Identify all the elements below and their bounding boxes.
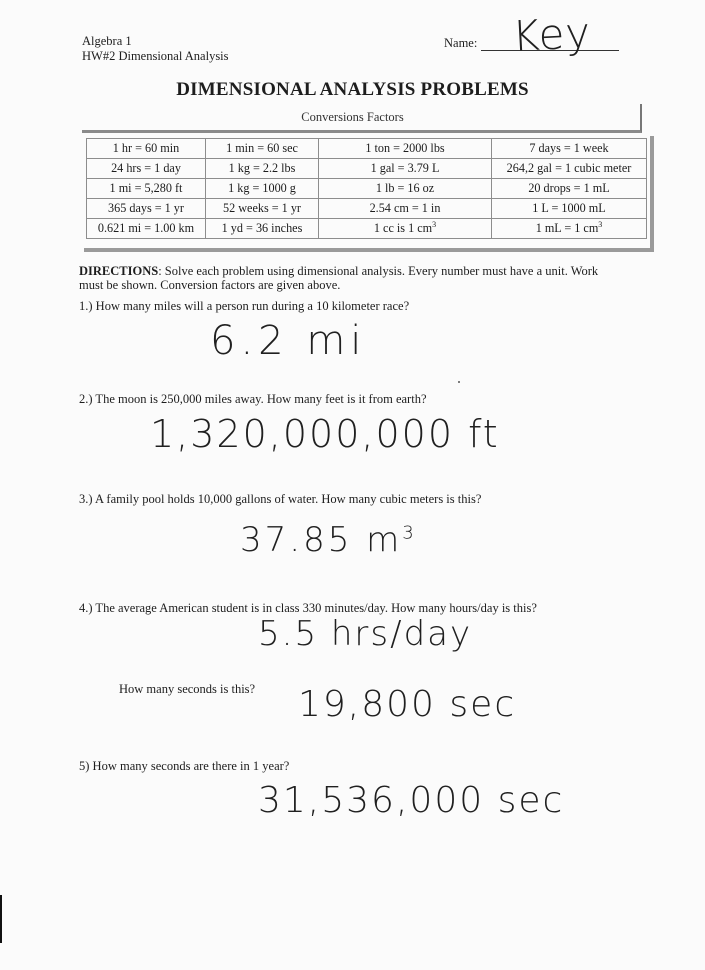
table-cell: 7 days = 1 week (492, 139, 647, 159)
answer-2-handwritten: 1,320,000,000 ft (150, 412, 500, 456)
table-cell: 1 min = 60 sec (206, 139, 319, 159)
table-row (87, 139, 647, 159)
name-value-handwritten: Key (510, 7, 593, 62)
answer-4-handwritten: 5.5 hrs/day (258, 614, 473, 654)
question-1: 1.) How many miles will a person run during a 10 kilometer race? (79, 299, 410, 313)
table-cell: 1 kg = 1000 g (206, 179, 319, 199)
superscript: 3 (598, 220, 603, 230)
table-cell: 1 lb = 16 oz (319, 179, 492, 199)
answer-4b-handwritten: 19,800 sec (298, 684, 517, 725)
table-cell: 1 ton = 2000 lbs (319, 139, 492, 159)
table-row (87, 179, 647, 199)
answer-5-handwritten: 31,536,000 sec (258, 780, 565, 821)
table-row (87, 219, 647, 239)
table-cell: 0.621 mi = 1.00 km (87, 219, 206, 239)
cell-text: 1 mL = 1 cm (535, 221, 599, 236)
name-label: Name: (444, 36, 478, 50)
page-title: DIMENSIONAL ANALYSIS PROBLEMS (176, 79, 529, 100)
question-5: 5) How many seconds are there in 1 year? (79, 759, 290, 773)
table-cell: 20 drops = 1 mL (492, 179, 647, 199)
answer-3-text: 37.85 m (240, 520, 403, 560)
table-cell: 52 weeks = 1 yr (206, 199, 319, 219)
table-cell: 1 L = 1000 mL (492, 199, 647, 219)
table-cell: 24 hrs = 1 day (87, 159, 206, 179)
assignment-name: HW#2 Dimensional Analysis (82, 49, 229, 63)
directions (79, 264, 619, 292)
directions-label: DIRECTIONS (79, 264, 159, 278)
question-3: 3.) A family pool holds 10,000 gallons of water. How many cubic meters is this? (79, 492, 482, 506)
table-cell: 365 days = 1 yr (87, 199, 206, 219)
question-4: 4.) The average American student is in class 330 minutes/day. How many hours/day is this? (79, 601, 537, 615)
answer-3-superscript: 3 (402, 522, 417, 544)
table-row (87, 159, 647, 179)
header-info (82, 34, 229, 64)
table-cell: 1 yd = 36 inches (206, 219, 319, 239)
table-cell (319, 219, 492, 239)
course-name: Algebra 1 (82, 34, 132, 48)
table-cell: 1 kg = 2.2 lbs (206, 159, 319, 179)
table-cell: 1 mi = 5,280 ft (87, 179, 206, 199)
table-cell: 1 hr = 60 min (87, 139, 206, 159)
table-cell: 264,2 gal = 1 cubic meter (492, 159, 647, 179)
table-cell: 2.54 cm = 1 in (319, 199, 492, 219)
margin-mark (0, 895, 2, 943)
table-row (87, 199, 647, 219)
answer-1-handwritten: 6.2 mi (210, 318, 367, 364)
question-4b: How many seconds is this? (119, 682, 256, 696)
table-cell (492, 219, 647, 239)
directions-text: : Solve each problem using dimensional analysis. Every number must have a unit. Work must be shown. Conversion factors are given above. (79, 264, 599, 292)
cell-text: 1 cc is 1 cm (373, 221, 433, 236)
table-cell: 1 gal = 3.79 L (319, 159, 492, 179)
answer-3-handwritten (240, 520, 417, 560)
conversions-title: Conversions Factors (301, 110, 404, 124)
conversions-table (86, 138, 647, 239)
superscript: 3 (432, 220, 437, 230)
stray-mark (458, 381, 460, 383)
question-2: 2.) The moon is 250,000 miles away. How many feet is it from earth? (79, 392, 427, 406)
